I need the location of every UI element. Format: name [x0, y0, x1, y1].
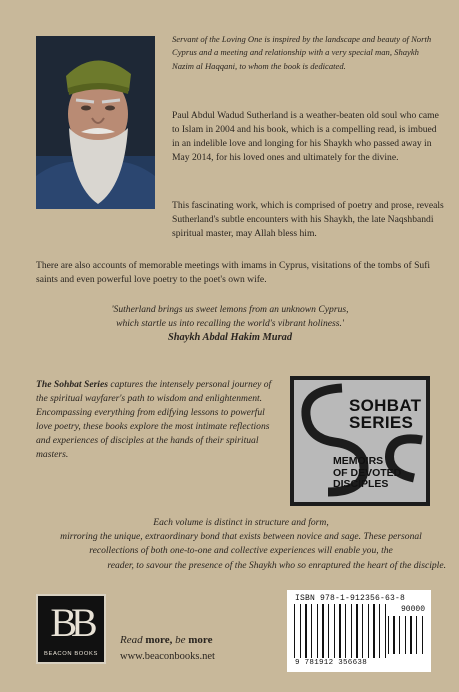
volume-line-1: Each volume is distinct in structure and form, — [153, 517, 329, 528]
isbn-label: ISBN 978-1-912356-63-8 — [295, 594, 406, 603]
isbn-barcode — [287, 590, 431, 672]
quote-line-1: 'Sutherland brings us sweet lemons from an unknown Cyprus, — [111, 304, 349, 315]
accounts-paragraph: There are also accounts of memorable meetings with imams in Cyprus, visitations of the tombs of Sufi saints and even powerful love poetry to the poet's own wife. — [36, 260, 431, 285]
endorsement-quote — [36, 303, 424, 331]
publisher-website: www.beaconbooks.net — [120, 651, 215, 662]
series-description — [36, 378, 272, 462]
work-description-paragraph: This fascinating work, which is comprised of poetry and prose, reveals Sutherland's subtle encounters with his Shaykh, the late Naqshbandi spiritual master, may Allah bless him. — [172, 200, 444, 239]
publisher-slogan: Read more, be more — [120, 634, 213, 646]
series-name: The Sohbat Series — [36, 379, 108, 390]
intro-text: Servant of the Loving One is inspired by the landscape and beauty of North Cyprus and a meeting and relationship with a very special man, Shaykh Nazim al Haqqani, to whom the book is dedicated. — [172, 34, 432, 71]
series-logo-subtitle: MEMOIRS OF DEVOTED DISCIPLES — [333, 455, 402, 490]
publisher-logo-name: BEACON BOOKS — [44, 651, 98, 657]
sohbat-series-logo — [290, 376, 430, 506]
beacon-books-logo — [36, 594, 106, 664]
author-bio-paragraph: Paul Abdul Wadud Sutherland is a weather-beaten old soul who came to Islam in 2004 and his book, which is a compelling read, is imbued in an indelible love and longing for his Shaykh who passed away in May 2014, for his loved ones and ultimately for the divine. — [172, 110, 439, 163]
price-code: 90000 — [400, 605, 425, 614]
volume-line-2: mirroring the unique, extraordinary bond that exists between novice and sage. These personal recollections of both one-to-one and collective experiences will enable you, the — [60, 531, 422, 557]
series-logo-panel — [294, 380, 426, 502]
barcode-bars — [293, 604, 389, 660]
series-logo-title: SOHBAT SERIES — [349, 396, 422, 432]
quote-line-2: which startle us into recalling the world's vibrant holiness.' — [116, 318, 344, 329]
series-description-text: captures the intensely personal journey of the spiritual wayfarer's path to wisdom and enlightenment. Encompassing everything from edifying lessons to powerful love poetry, these books explore the most intimate reflections and experiences of disciples at the hands of their spiritual masters. — [36, 379, 272, 460]
isbn-digits: 9 781912 356638 — [295, 659, 368, 667]
volume-description — [36, 516, 446, 573]
volume-line-3: reader, to savour the presence of the Shaykh who so enraptured the heart of the disciple. — [107, 559, 446, 571]
price-barcode-bars — [387, 616, 427, 656]
publisher-logo-letters: BB — [50, 600, 92, 645]
quote-author: Shaykh Abdal Hakim Murad — [167, 332, 293, 343]
author-photo — [36, 36, 155, 209]
